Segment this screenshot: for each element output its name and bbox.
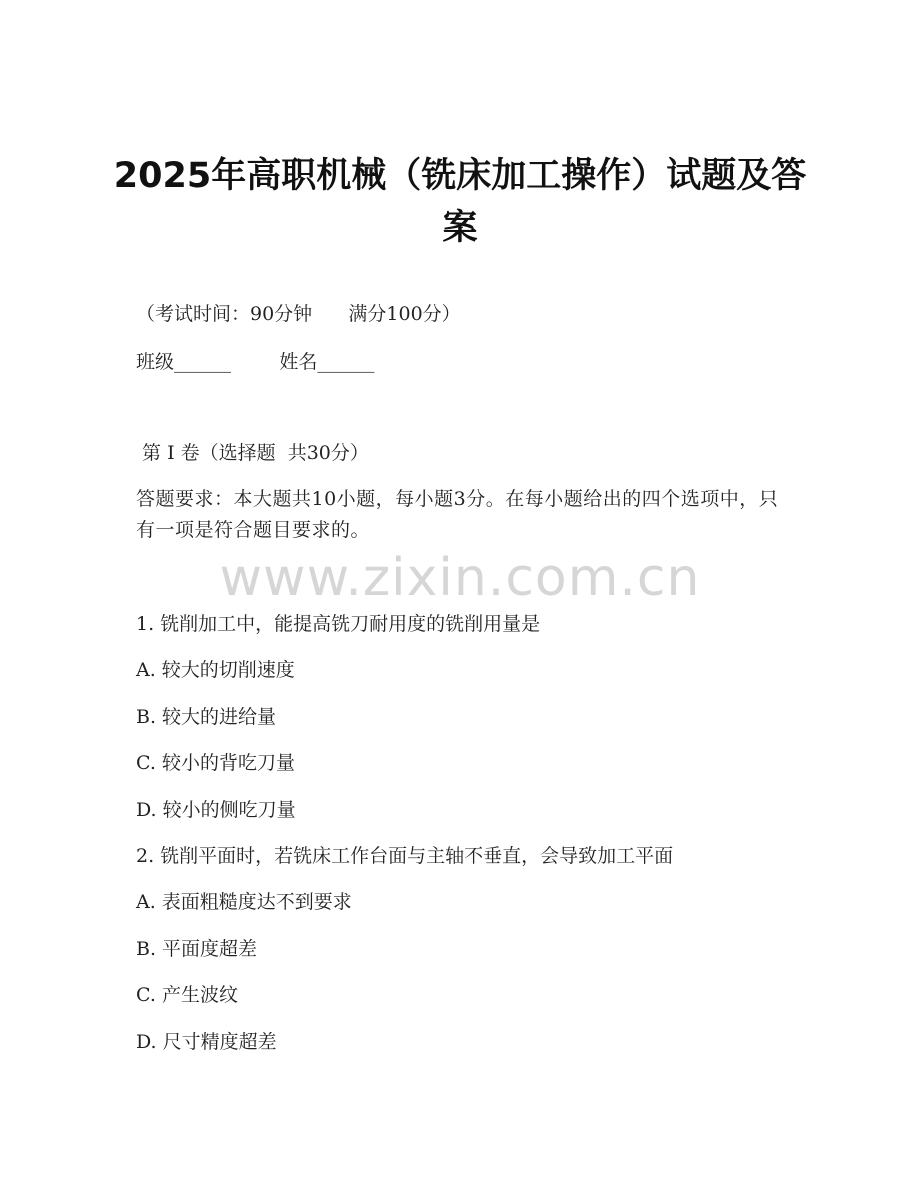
question-1-option-c: C. 较小的背吃刀量: [136, 752, 295, 774]
question-2-option-c: C. 产生波纹: [136, 984, 238, 1006]
question-2-option-a: A. 表面粗糙度达不到要求: [136, 891, 352, 913]
question-1-stem: 1. 铣削加工中，能提高铣刀耐用度的铣削用量是: [136, 613, 541, 635]
exam-info: （考试时间：90分钟 满分100分）: [136, 303, 461, 325]
question-1-option-b: B. 较大的进给量: [136, 706, 277, 728]
class-name-line: 班级______ 姓名______: [136, 351, 375, 373]
question-2-stem: 2. 铣削平面时，若铣床工作台面与主轴不垂直，会导致加工平面: [136, 845, 674, 867]
section-heading: 第 I 卷（选择题 共30分）: [136, 442, 369, 464]
instructions: 答题要求：本大题共10小题，每小题3分。在每小题给出的四个选项中，只有一项是符合题目要求的。: [136, 488, 779, 541]
question-1-option-a: A. 较大的切削速度: [136, 659, 295, 681]
document-title: 2025年高职机械（铣床加工操作）试题及答案: [113, 156, 807, 248]
question-1-option-d: D. 较小的侧吃刀量: [136, 799, 296, 821]
watermark: www.zixin.com.cn: [219, 548, 701, 608]
question-2-option-b: B. 平面度超差: [136, 938, 258, 960]
question-2-option-d: D. 尺寸精度超差: [136, 1031, 277, 1053]
